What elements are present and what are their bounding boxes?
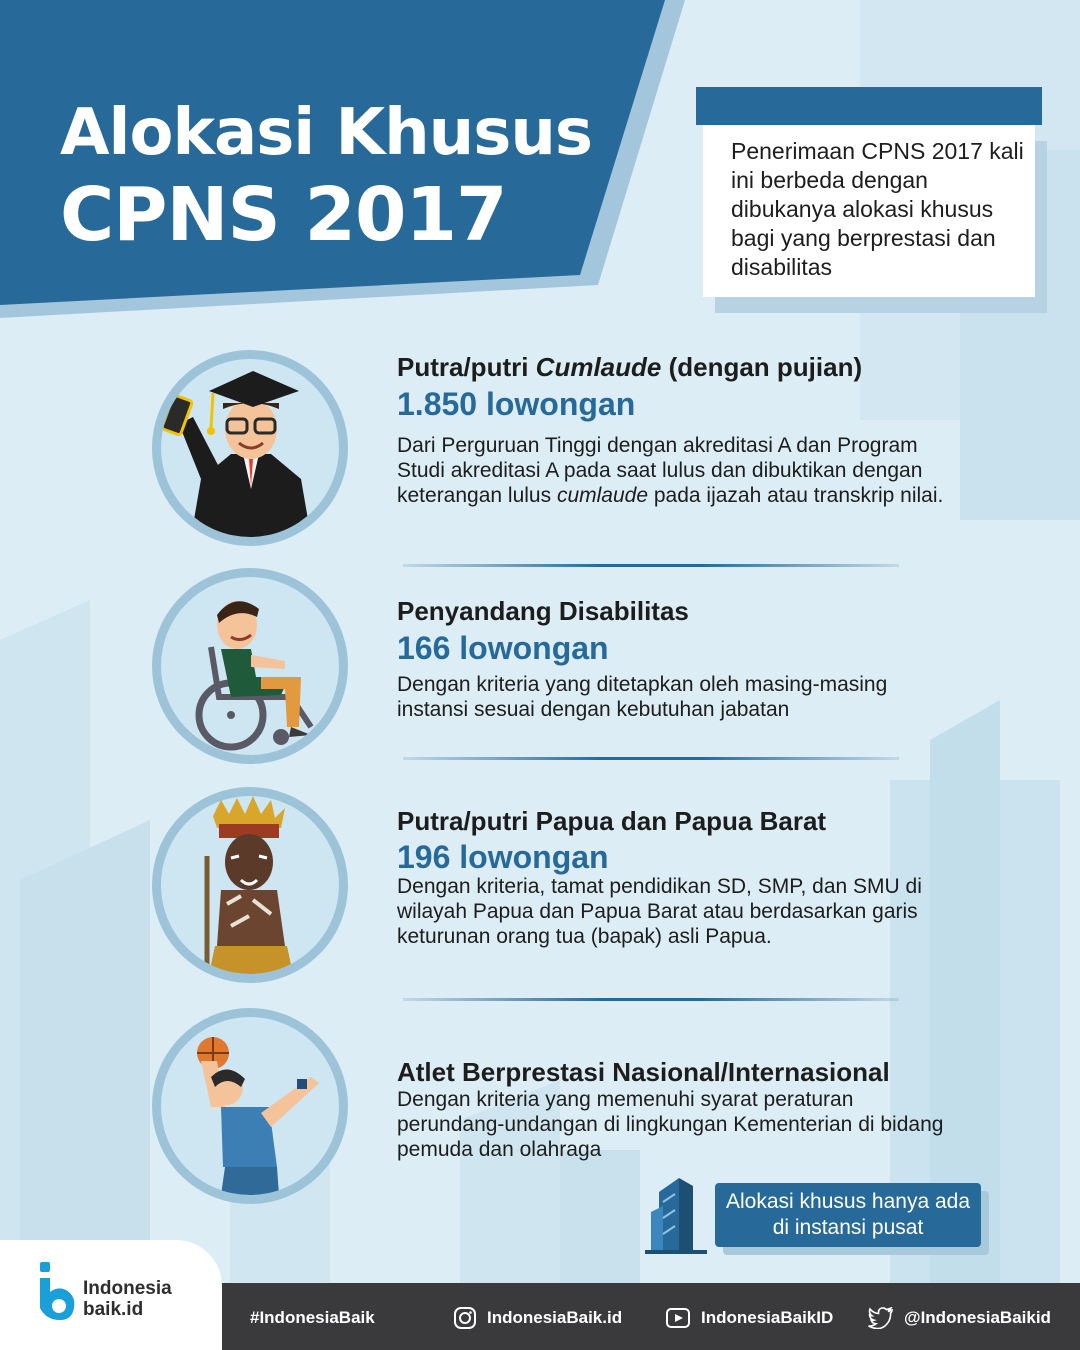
title-line-2: CPNS 2017	[60, 172, 507, 258]
footer-youtube-label: IndonesiaBaikID	[701, 1308, 834, 1327]
item-title-text-end: (dengan pujian)	[661, 352, 863, 382]
item-title-text: Putra/putri	[397, 352, 536, 382]
logo-text	[83, 1278, 172, 1320]
item-title-emphasis: Cumlaude	[535, 352, 662, 382]
item-title: Putra/putri Papua dan Papua Barat	[397, 806, 827, 836]
footer-twitter-label: @IndonesiaBaikid	[904, 1308, 1051, 1327]
footer-hashtag[interactable]: #IndonesiaBaik	[250, 1308, 375, 1327]
divider	[403, 757, 899, 760]
footer-instagram-link[interactable]	[453, 1306, 622, 1330]
divider	[403, 998, 899, 1001]
item-description: Dengan kriteria yang ditetapkan oleh masing-masing instansi sesuai dengan kebutuhan jabatan	[397, 673, 888, 721]
indonesia-baik-logo-icon	[38, 1262, 78, 1322]
item-count: 166 lowongan	[397, 630, 609, 666]
item-description	[397, 433, 957, 508]
building-icon	[645, 1172, 707, 1254]
item-count: 1.850 lowongan	[397, 386, 636, 422]
logo-line-1: Indonesia	[83, 1278, 172, 1299]
item-description-emphasis: cumlaude	[556, 484, 649, 507]
footer-twitter-link[interactable]	[868, 1306, 1051, 1330]
twitter-icon	[868, 1307, 894, 1329]
papuan-man-icon	[152, 787, 348, 983]
item-title: Penyandang Disabilitas	[397, 596, 689, 626]
footer-instagram-label: IndonesiaBaik.id	[487, 1308, 623, 1327]
item-description-text-end: pada ijazah atau transkrip nilai.	[648, 484, 944, 507]
wheelchair-person-icon	[152, 568, 348, 764]
item-title	[397, 352, 862, 383]
logo-line-2: baik.id	[83, 1299, 144, 1320]
callout-card	[703, 125, 1035, 297]
page-title	[60, 92, 592, 256]
item-title: Atlet Berprestasi Nasional/Internasional	[397, 1057, 890, 1087]
instagram-icon	[453, 1306, 477, 1330]
item-count: 196 lowongan	[397, 839, 609, 875]
item-description: Dengan kriteria, tamat pendidikan SD, SMP, dan SMU di wilayah Papua dan Papua Barat atau berdasarkan garis keturunan orang tua (bapak) asli Papua.	[397, 875, 922, 948]
basketball-player-icon	[152, 1008, 348, 1204]
callout-text: Penerimaan CPNS 2017 kali ini berbeda dengan dibukanya alokasi khusus bagi yang berprestasi dan disabilitas	[731, 138, 1024, 280]
callout-header-bar	[696, 87, 1042, 125]
item-description-text: Dari Perguruan Tinggi dengan akreditasi A dan Program Studi akreditasi A pada saat lulus dan dibuktikan dengan keterangan lulus	[397, 434, 923, 507]
footer-youtube-link[interactable]	[665, 1306, 833, 1330]
divider	[403, 564, 899, 567]
graduate-icon	[152, 350, 348, 546]
note-box: Alokasi khusus hanya ada di instansi pusat	[715, 1183, 981, 1247]
item-description: Dengan kriteria yang memenuhi syarat peraturan perundang-undangan di lingkungan Kementerian di bidang pemuda dan olahraga	[397, 1088, 944, 1161]
title-line-1: Alokasi Khusus	[60, 96, 592, 170]
youtube-icon	[665, 1306, 691, 1330]
